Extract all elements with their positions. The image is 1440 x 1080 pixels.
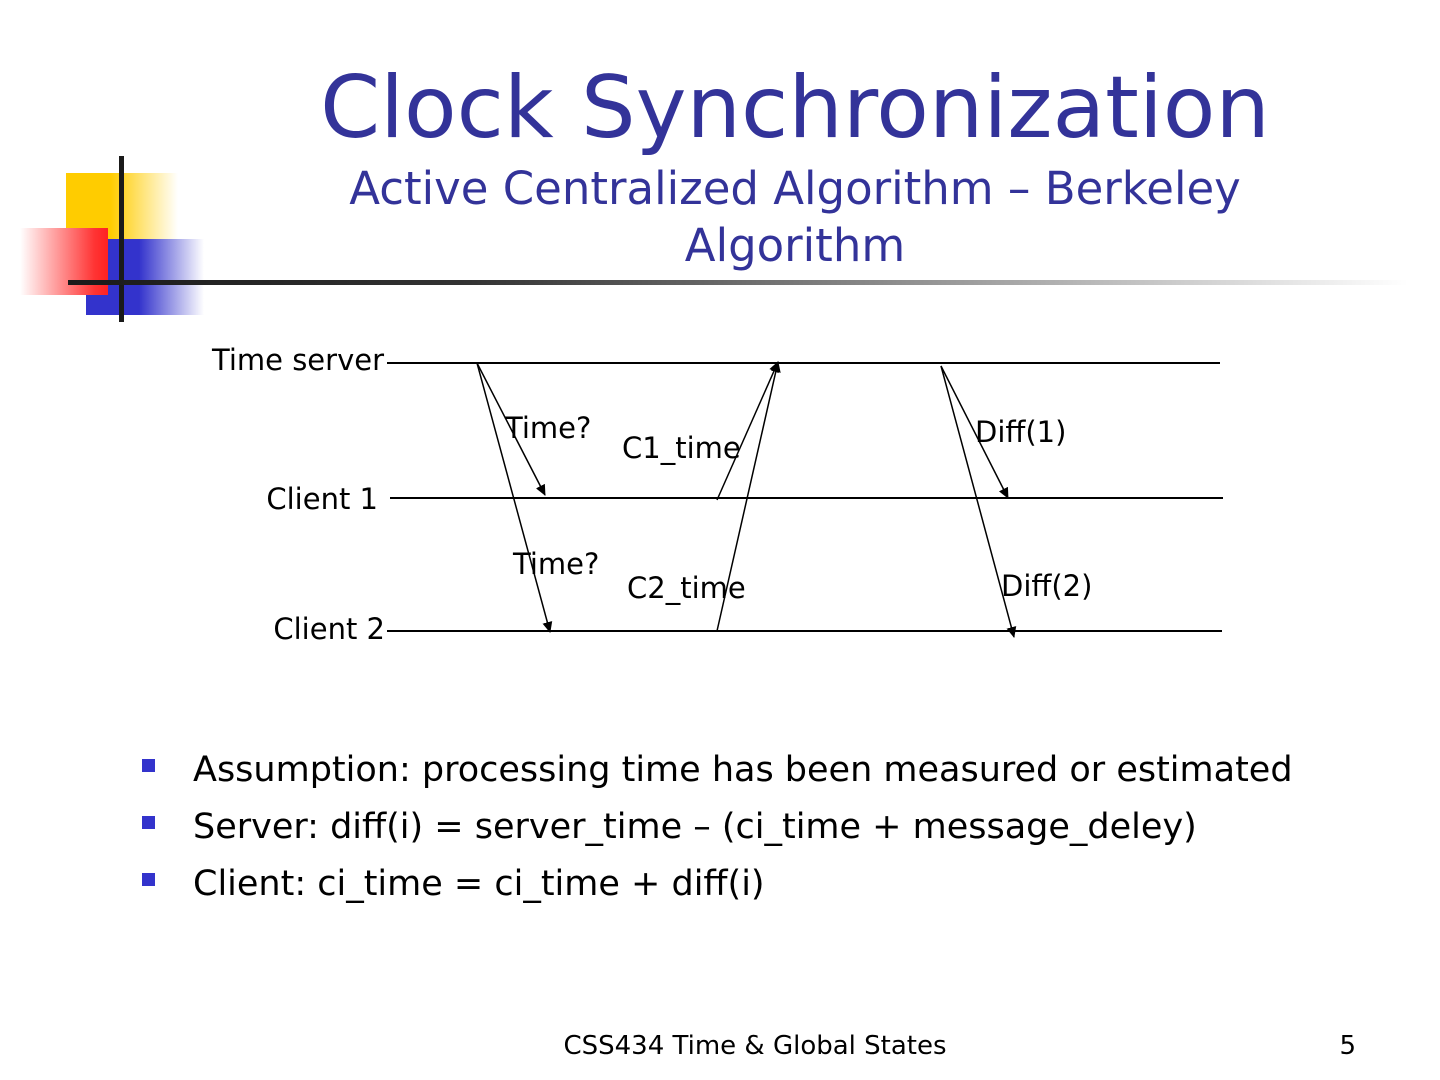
square-bullet-icon (142, 873, 155, 886)
bullet-list (140, 742, 1400, 913)
bullet-item (140, 856, 1400, 913)
square-bullet-icon (142, 759, 155, 772)
diff-2-label: Diff(2) (1001, 569, 1093, 603)
slide-title: Clock Synchronization (320, 58, 1270, 158)
bullet-item (140, 742, 1400, 799)
c1-time-label: C1_time (622, 431, 741, 465)
footer-text: CSS434 Time & Global States (563, 1031, 947, 1061)
page-number: 5 (1339, 1031, 1356, 1061)
time-server-label: Time server (212, 343, 384, 377)
c2-time-label: C2_time (627, 571, 746, 605)
slide-subtitle: Active Centralized Algorithm – Berkeley Algorithm (349, 162, 1241, 272)
client-1-label: Client 1 (266, 482, 378, 516)
diff-1-label: Diff(1) (975, 415, 1067, 449)
bullet-text: Server: diff(i) = server_time – (ci_time + message_deley) (193, 807, 1197, 847)
bullet-text: Client: ci_time = ci_time + diff(i) (193, 864, 765, 904)
bullet-text: Assumption: processing time has been measured or estimated (193, 750, 1293, 790)
time-query-label-1: Time? (505, 411, 592, 445)
bullet-item (140, 799, 1400, 856)
square-bullet-icon (142, 816, 155, 829)
client-2-label: Client 2 (273, 612, 385, 646)
time-query-label-2: Time? (513, 547, 600, 581)
